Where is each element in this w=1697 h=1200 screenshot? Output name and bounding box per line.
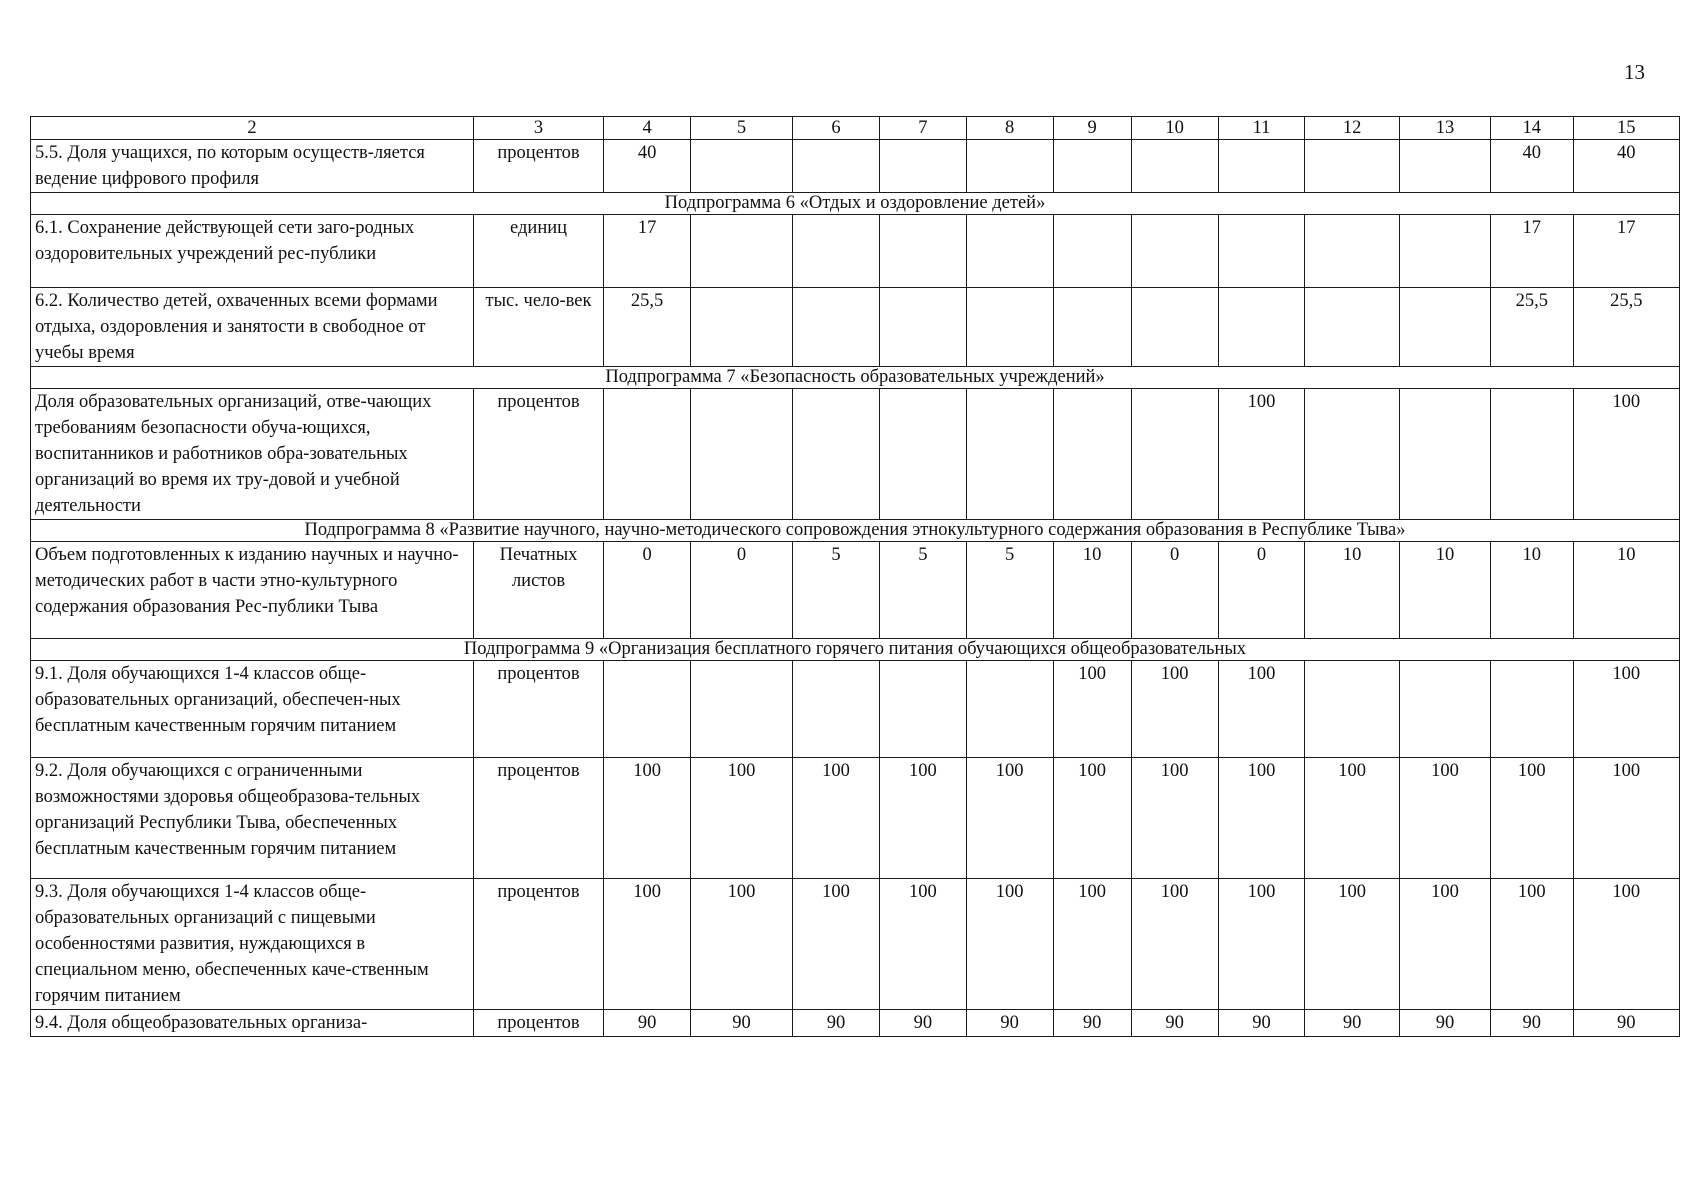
- value-cell: [1399, 389, 1490, 520]
- value-cell: 40: [604, 140, 691, 193]
- value-cell: 10: [1573, 542, 1679, 639]
- value-cell: [691, 389, 793, 520]
- value-cell: 25,5: [604, 288, 691, 367]
- table-row: [31, 288, 1680, 367]
- unit-cell: процентов: [473, 140, 603, 193]
- value-cell: 17: [1573, 215, 1679, 288]
- value-cell: 5: [879, 542, 966, 639]
- value-cell: [1218, 288, 1305, 367]
- value-cell: [1399, 288, 1490, 367]
- value-cell: [1131, 215, 1218, 288]
- value-cell: 100: [966, 879, 1053, 1010]
- value-cell: [793, 661, 880, 758]
- indicator-name: 5.5. Доля учащихся, по которым осуществ-ляется ведение цифрового профиля: [31, 140, 474, 193]
- unit-cell: тыс. чело-век: [473, 288, 603, 367]
- value-cell: 5: [966, 542, 1053, 639]
- value-cell: [1218, 140, 1305, 193]
- value-cell: 90: [1218, 1010, 1305, 1037]
- value-cell: [966, 140, 1053, 193]
- value-cell: 100: [1573, 389, 1679, 520]
- value-cell: [1053, 140, 1131, 193]
- unit-cell: единиц: [473, 215, 603, 288]
- value-cell: 17: [1491, 215, 1574, 288]
- unit-cell: процентов: [473, 661, 603, 758]
- table-row: [31, 140, 1680, 193]
- value-cell: [691, 215, 793, 288]
- value-cell: [691, 661, 793, 758]
- unit-cell: процентов: [473, 1010, 603, 1037]
- value-cell: [1305, 140, 1399, 193]
- header-cell: 10: [1131, 117, 1218, 140]
- value-cell: [966, 389, 1053, 520]
- value-cell: [1491, 389, 1574, 520]
- value-cell: 0: [691, 542, 793, 639]
- value-cell: 100: [691, 758, 793, 879]
- table-row: [31, 1010, 1680, 1037]
- value-cell: 0: [604, 542, 691, 639]
- value-cell: [691, 140, 793, 193]
- value-cell: 100: [1218, 758, 1305, 879]
- section-row: [31, 193, 1680, 215]
- value-cell: 100: [1218, 661, 1305, 758]
- table-row: [31, 215, 1680, 288]
- indicator-name: Доля образовательных организаций, отве-чающих требованиям безопасности обуча-ющихся, воспитанников и работников обра-зовательных организаций во время их тру-довой и учебной деятельности: [31, 389, 474, 520]
- value-cell: 100: [1131, 758, 1218, 879]
- unit-cell: процентов: [473, 879, 603, 1010]
- unit-cell: процентов: [473, 758, 603, 879]
- value-cell: 100: [1053, 661, 1131, 758]
- page-number: 13: [1624, 60, 1645, 84]
- value-cell: 100: [1399, 879, 1490, 1010]
- value-cell: 0: [1218, 542, 1305, 639]
- value-cell: [1305, 661, 1399, 758]
- section-row: [31, 520, 1680, 542]
- section-row: [31, 367, 1680, 389]
- indicator-name: 9.1. Доля обучающихся 1-4 классов обще-образовательных организаций, обеспечен-ных бесплатным качественным горячим питанием: [31, 661, 474, 758]
- header-cell: 7: [879, 117, 966, 140]
- section-title: Подпрограмма 7 «Безопасность образовательных учреждений»: [31, 367, 1680, 389]
- value-cell: [879, 288, 966, 367]
- value-cell: 90: [1573, 1010, 1679, 1037]
- value-cell: [1053, 215, 1131, 288]
- value-cell: 90: [793, 1010, 880, 1037]
- value-cell: [879, 389, 966, 520]
- value-cell: [793, 140, 880, 193]
- header-cell: 2: [31, 117, 474, 140]
- value-cell: 100: [1491, 758, 1574, 879]
- value-cell: 100: [1573, 661, 1679, 758]
- unit-cell: процентов: [473, 389, 603, 520]
- value-cell: 100: [879, 758, 966, 879]
- header-cell: 9: [1053, 117, 1131, 140]
- value-cell: 100: [1305, 758, 1399, 879]
- indicator-name: 6.2. Количество детей, охваченных всеми формами отдыха, оздоровления и занятости в свободное от учебы время: [31, 288, 474, 367]
- value-cell: [1399, 661, 1490, 758]
- section-title: Подпрограмма 8 «Развитие научного, научно-методического сопровождения этнокультурного содержания образования в Республике Тыва»: [31, 520, 1680, 542]
- value-cell: [604, 389, 691, 520]
- value-cell: 100: [879, 879, 966, 1010]
- value-cell: 90: [879, 1010, 966, 1037]
- header-cell: 8: [966, 117, 1053, 140]
- value-cell: 100: [1131, 879, 1218, 1010]
- value-cell: 90: [1305, 1010, 1399, 1037]
- value-cell: 100: [1053, 758, 1131, 879]
- value-cell: 5: [793, 542, 880, 639]
- value-cell: 100: [1491, 879, 1574, 1010]
- header-cell: 6: [793, 117, 880, 140]
- header-cell: 4: [604, 117, 691, 140]
- indicator-name: Объем подготовленных к изданию научных и научно-методических работ в части этно-культурного содержания образования Рес-публики Тыва: [31, 542, 474, 639]
- table-row: [31, 542, 1680, 639]
- value-cell: 100: [793, 758, 880, 879]
- value-cell: [1305, 389, 1399, 520]
- value-cell: 90: [966, 1010, 1053, 1037]
- value-cell: [1218, 215, 1305, 288]
- value-cell: [691, 288, 793, 367]
- value-cell: 25,5: [1573, 288, 1679, 367]
- value-cell: 100: [793, 879, 880, 1010]
- header-row: [31, 117, 1680, 140]
- value-cell: 100: [604, 758, 691, 879]
- value-cell: 40: [1491, 140, 1574, 193]
- value-cell: 100: [1573, 758, 1679, 879]
- value-cell: 100: [1305, 879, 1399, 1010]
- value-cell: 0: [1131, 542, 1218, 639]
- value-cell: 100: [1218, 389, 1305, 520]
- value-cell: [1131, 288, 1218, 367]
- value-cell: 100: [1218, 879, 1305, 1010]
- value-cell: [879, 215, 966, 288]
- unit-cell: Печатных листов: [473, 542, 603, 639]
- value-cell: 100: [1053, 879, 1131, 1010]
- value-cell: 10: [1399, 542, 1490, 639]
- header-cell: 13: [1399, 117, 1490, 140]
- value-cell: 10: [1053, 542, 1131, 639]
- value-cell: [879, 140, 966, 193]
- indicator-name: 9.2. Доля обучающихся с ограниченными возможностями здоровья общеобразова-тельных организаций Республики Тыва, обеспеченных бесплатным качественным горячим питанием: [31, 758, 474, 879]
- value-cell: 90: [691, 1010, 793, 1037]
- value-cell: [1399, 140, 1490, 193]
- section-title: Подпрограмма 9 «Организация бесплатного горячего питания обучающихся общеобразовательных: [31, 639, 1680, 661]
- value-cell: 100: [691, 879, 793, 1010]
- indicator-name: 9.4. Доля общеобразовательных организа-: [31, 1010, 474, 1037]
- table-row: [31, 879, 1680, 1010]
- header-cell: 15: [1573, 117, 1679, 140]
- value-cell: [1305, 215, 1399, 288]
- value-cell: [1131, 140, 1218, 193]
- section-title: Подпрограмма 6 «Отдых и оздоровление детей»: [31, 193, 1680, 215]
- value-cell: [793, 288, 880, 367]
- value-cell: [1305, 288, 1399, 367]
- value-cell: [966, 661, 1053, 758]
- value-cell: [793, 215, 880, 288]
- header-cell: 5: [691, 117, 793, 140]
- value-cell: 90: [604, 1010, 691, 1037]
- value-cell: [966, 288, 1053, 367]
- section-row: [31, 639, 1680, 661]
- value-cell: 90: [1491, 1010, 1574, 1037]
- indicator-name: 6.1. Сохранение действующей сети заго-родных оздоровительных учреждений рес-публики: [31, 215, 474, 288]
- value-cell: 90: [1399, 1010, 1490, 1037]
- value-cell: 100: [1131, 661, 1218, 758]
- value-cell: [1053, 389, 1131, 520]
- indicators-table: [30, 116, 1680, 1037]
- value-cell: 90: [1131, 1010, 1218, 1037]
- value-cell: 100: [1573, 879, 1679, 1010]
- value-cell: 100: [604, 879, 691, 1010]
- value-cell: [1131, 389, 1218, 520]
- value-cell: [1399, 215, 1490, 288]
- value-cell: [604, 661, 691, 758]
- table-row: [31, 758, 1680, 879]
- header-cell: 3: [473, 117, 603, 140]
- value-cell: 25,5: [1491, 288, 1574, 367]
- value-cell: 17: [604, 215, 691, 288]
- table-row: [31, 389, 1680, 520]
- value-cell: 90: [1053, 1010, 1131, 1037]
- value-cell: 10: [1491, 542, 1574, 639]
- value-cell: 100: [966, 758, 1053, 879]
- value-cell: 40: [1573, 140, 1679, 193]
- value-cell: [793, 389, 880, 520]
- value-cell: [1053, 288, 1131, 367]
- value-cell: [879, 661, 966, 758]
- header-cell: 12: [1305, 117, 1399, 140]
- indicator-name: 9.3. Доля обучающихся 1-4 классов обще-образовательных организаций с пищевыми особенностями развития, нуждающихся в специальном меню, обеспеченных каче-ственным горячим питанием: [31, 879, 474, 1010]
- value-cell: [966, 215, 1053, 288]
- value-cell: [1491, 661, 1574, 758]
- header-cell: 14: [1491, 117, 1574, 140]
- value-cell: 10: [1305, 542, 1399, 639]
- table-row: [31, 661, 1680, 758]
- header-cell: 11: [1218, 117, 1305, 140]
- value-cell: 100: [1399, 758, 1490, 879]
